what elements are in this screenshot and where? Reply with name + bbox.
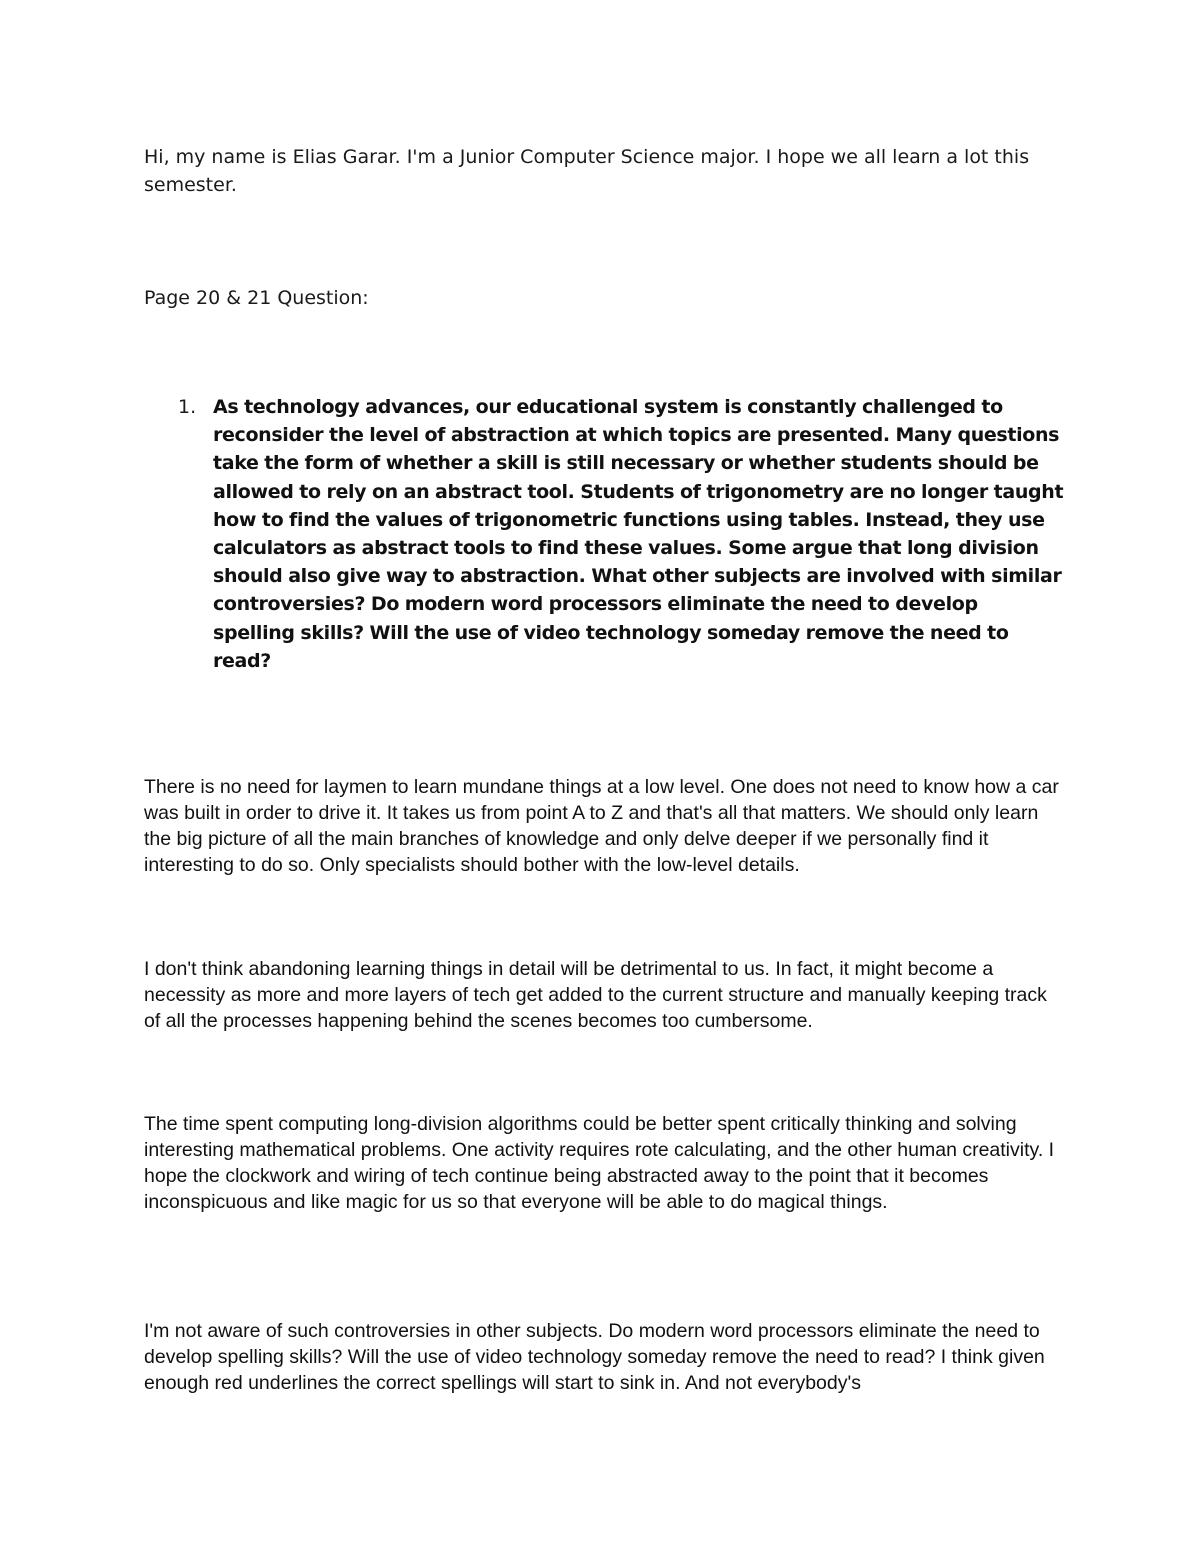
question-number: 1. xyxy=(178,396,197,418)
intro-paragraph: Hi, my name is Elias Garar. I'm a Junior Computer Science major. I hope we all learn a lot this semester. xyxy=(144,146,1030,196)
answer-paragraph-4: I'm not aware of such controversies in other subjects. Do modern word processors eliminate the need to develop spelling skills? Will the use of video technology someday remove the need to read? I think given enough red underlines the correct spellings will start to sink in. And not everybody's xyxy=(144,1320,1045,1394)
question-item xyxy=(144,393,1064,675)
question-list xyxy=(144,393,1064,675)
question-heading: Page 20 & 21 Question: xyxy=(144,287,369,309)
question-text: As technology advances, our educational system is constantly challenged to reconsider the level of abstraction at which topics are presented. Many questions take the form of whether a skill is still necessary or whether students should be allowed to rely on an abstract tool. Students of trigonometry are no longer taught how to find the values of trigonometric functions using tables. Instead, they use calculators as abstract tools to find these values. Some argue that long division should also give way to abstraction. What other subjects are involved with similar controversies? Do modern word processors eliminate the need to develop spelling skills? Will the use of video technology someday remove the need to read? xyxy=(213,396,1064,672)
answer-paragraph-2: I don't think abandoning learning things in detail will be detrimental to us. In fact, it might become a necessity as more and more layers of tech get added to the current structure and manually keeping track of all the processes happening behind the scenes becomes too cumbersome. xyxy=(144,958,1047,1032)
answer-paragraph-3: The time spent computing long-division algorithms could be better spent critically thinking and solving interesting mathematical problems. One activity requires rote calculating, and the other human creativity. I hope the clockwork and wiring of tech continue being abstracted away to the point that it becomes inconspicuous and like magic for us so that everyone will be able to do magical things. xyxy=(144,1113,1055,1213)
answer-paragraph-1: There is no need for laymen to learn mundane things at a low level. One does not need to know how a car was built in order to drive it. It takes us from point A to Z and that's all that matters. We should only learn the big picture of all the main branches of knowledge and only delve deeper if we personally find it interesting to do so. Only specialists should bother with the low-level details. xyxy=(144,776,1059,876)
